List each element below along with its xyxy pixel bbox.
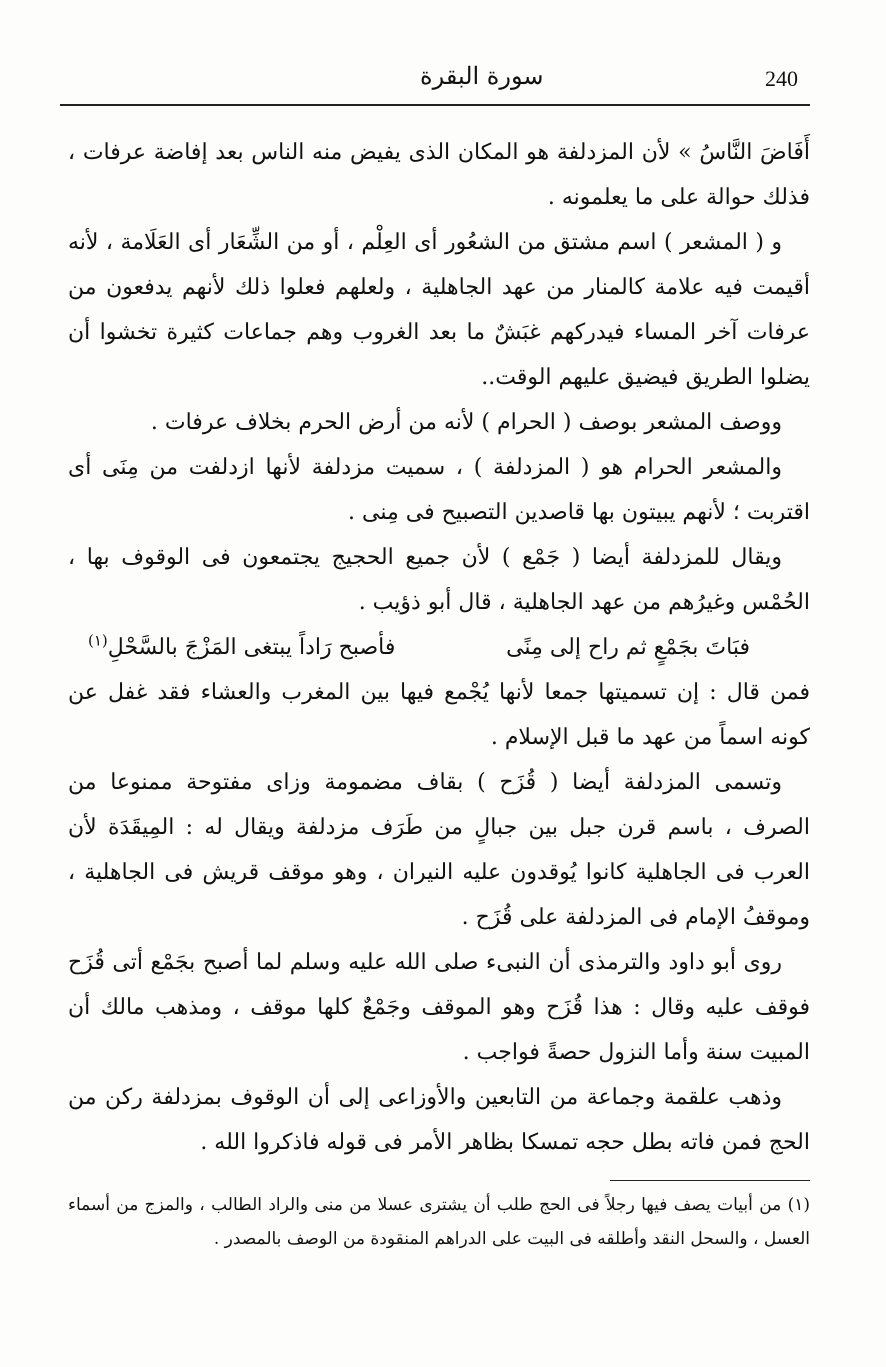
footnote-reference: (١) — [88, 631, 108, 650]
paragraph: وذهب علقمة وجماعة من التابعين والأوزاعى إلى أن الوقوف بمزدلفة ركن من الحج فمن فاته بطل حجه تمسكا بظاهر الأمر فى قوله فاذكروا الله . — [68, 1085, 810, 1155]
paragraph: وتسمى المزدلفة أيضا ( قُزَح ) بقاف مضمومة وزاى مفتوحة ممنوعا من الصرف ، باسم قرن جبل بين جبالٍ من طَرَف مزدلفة ويقال له : المِيقَدَة لأن العرب فى الجاهلية كانوا يُوقدون عليه النيران ، وهو موقف قريش فى الجاهلية ، وموقفُ الإمام فى المزدلفة على قُزَح . — [68, 770, 810, 930]
paragraph: و ( المشعر ) اسم مشتق من الشعُور أى العِلْم ، أو من الشِّعَار أى العَلَامة ، لأنه أقيمت فيه علامة كالمنار من عهد الجاهلية ، ولعلهم فعلوا ذلك لأنهم يدفعون من عرفات آخر المساء فيدركهم غبَشٌ ما بعد الغروب وهم جماعات كثيرة تخشوا أن يضلوا الطريق فيضيق عليهم الوقت.. — [68, 230, 810, 390]
paragraph: فمن قال : إن تسميتها جمعا لأنها يُجْمع فيها بين المغرب والعشاء فقد غفل عن كونه اسماً من عهد ما قبل الإسلام . — [68, 680, 810, 750]
paragraph: ووصف المشعر بوصف ( الحرام ) لأنه من أرض الحرم بخلاف عرفات . — [150, 410, 782, 435]
page-number: 240 — [765, 66, 798, 91]
paragraph: روى أبو داود والترمذى أن النبىء صلى الله عليه وسلم لما أصبح بجَمْع أتى قُزَح فوقف عليه وقال : هذا قُزَح وهو الموقف وجَمْعٌ كلها موقف ، ومذهب مالك أن المبيت سنة وأما النزول حصةً فواجب . — [68, 950, 810, 1065]
poem-hemistich-second — [88, 625, 395, 670]
surah-title: سورة البقرة — [420, 62, 544, 90]
poem-hemistich-second-text: فأصبح رَاداً يبتغى المَزْجَ بالسَّحْلِ — [107, 635, 396, 660]
poem-verse — [68, 625, 810, 670]
footnote: (١) من أبيات يصف فيها رجلاً فى الحج طلب أن يشترى عسلا من منى والراد الطالب ، والمزج من أسماء العسل ، والسحل النقد وأطلقه فى البيت على الدراهم المنقودة من الوصف بالمصدر . — [68, 1195, 810, 1249]
paragraph: أَفَاضَ النَّاسُ » لأن المزدلفة هو المكان الذى يفيض منه الناس بعد إفاضة عرفات ، فذلك حوالة على ما يعلمونه . — [68, 140, 810, 210]
poem-hemistich-first: فبَاتَ بجَمْعٍ ثم راح إلى مِنًى — [506, 635, 750, 660]
footnote-divider — [610, 1180, 810, 1181]
page-header — [60, 58, 810, 106]
paragraph: ويقال للمزدلفة أيضا ( جَمْع ) لأن جميع الحجيج يجتمعون فى الوقوف بها ، الحُمْس وغيرُهم من عهد الجاهلية ، قال أبو ذؤيب . — [68, 545, 810, 615]
paragraph: والمشعر الحرام هو ( المزدلفة ) ، سميت مزدلفة لأنها ازدلفت من مِنَى أى اقتربت ؛ لأنهم يبيتون بها قاصدين التصبيح فى مِنى . — [68, 455, 810, 525]
body-text — [68, 130, 810, 1165]
